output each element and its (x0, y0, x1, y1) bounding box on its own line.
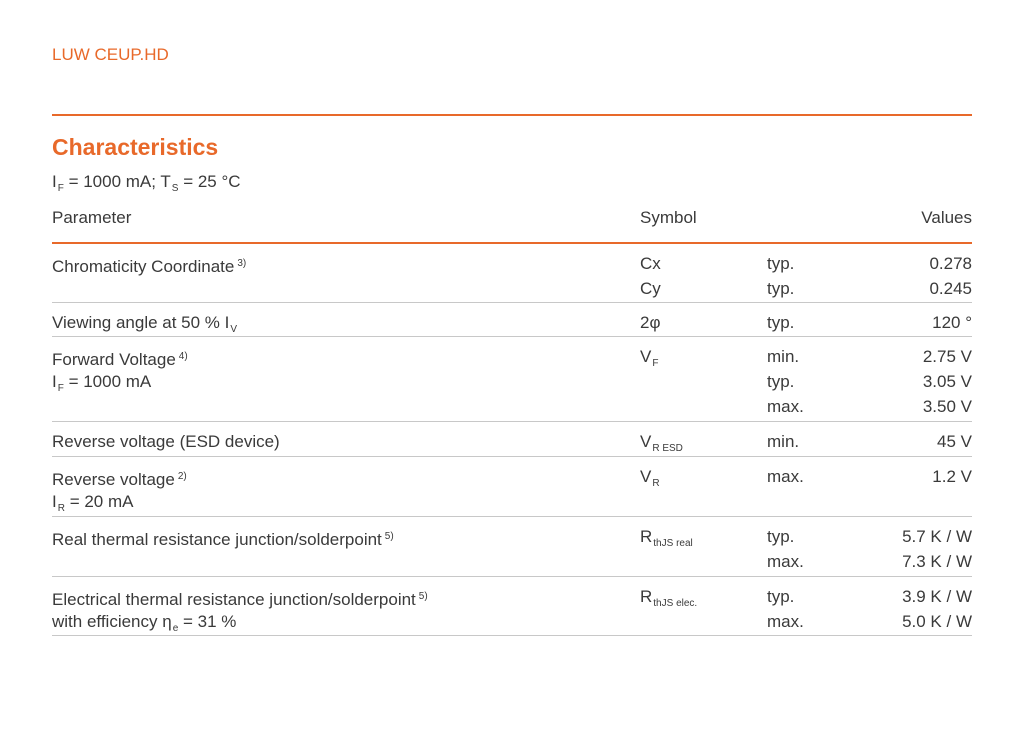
cond-i-value: = 1000 mA; T (63, 172, 171, 191)
symbol-text: R (640, 587, 653, 606)
row-values (929, 251, 972, 301)
kind-text: typ. (767, 372, 795, 391)
symbol-text: Cy (640, 279, 661, 298)
row-symbol (640, 524, 693, 549)
kind-text: typ. (767, 587, 795, 606)
row-kind (767, 584, 804, 634)
footnote-ref: 5) (418, 591, 428, 602)
row-symbol (640, 251, 661, 301)
value-text: 7.3 K / W (902, 552, 972, 571)
value-text: 3.50 V (922, 397, 972, 416)
row-values (932, 310, 972, 335)
param-text: Reverse voltage (ESD device) (52, 432, 280, 451)
table-row (52, 337, 972, 422)
cond-i: I (52, 172, 57, 191)
param-sub: F (57, 383, 64, 394)
row-parameter (52, 251, 246, 276)
table-header (52, 206, 972, 244)
row-symbol (640, 429, 683, 454)
header-divider (52, 114, 972, 116)
param-sub: R (57, 503, 65, 514)
row-parameter (52, 524, 394, 549)
value-text: 0.245 (929, 279, 972, 298)
param-text: = 20 mA (64, 492, 134, 511)
footnote-ref: 5) (384, 531, 394, 542)
param-text: Real thermal resistance junction/solderpoint (52, 530, 382, 549)
test-conditions (52, 172, 241, 194)
row-values (937, 429, 972, 454)
section-title: Characteristics (52, 134, 219, 160)
symbol-sub: thJS elec. (653, 598, 698, 609)
table-row (52, 244, 972, 303)
table-row (52, 422, 972, 457)
value-text: 2.75 V (922, 347, 972, 366)
product-name: LUW CEUP.HD (52, 45, 169, 64)
kind-text: typ. (767, 279, 795, 298)
row-symbol (640, 464, 660, 489)
symbol-text: V (640, 347, 652, 366)
symbol-sub: R (652, 478, 660, 489)
footnote-ref: 4) (178, 351, 188, 362)
param-sub: V (230, 324, 238, 335)
value-text: 3.05 V (922, 372, 972, 391)
symbol-text: Cx (640, 254, 661, 273)
row-kind (767, 251, 794, 301)
row-kind (767, 464, 804, 489)
table-row (52, 577, 972, 636)
value-text: 5.7 K / W (902, 527, 972, 546)
value-text: 3.9 K / W (902, 587, 972, 606)
param-text: Viewing angle at 50 % I (52, 313, 230, 332)
cond-t-sub: S (171, 183, 179, 194)
row-kind (767, 524, 804, 574)
value-text: 0.278 (929, 254, 972, 273)
symbol-sub: F (652, 358, 659, 369)
kind-text: typ. (767, 527, 795, 546)
kind-text: min. (767, 432, 800, 451)
row-parameter (52, 464, 187, 514)
footnote-ref: 3) (237, 258, 247, 269)
row-kind (767, 344, 804, 419)
characteristics-table (52, 244, 972, 636)
row-kind (767, 310, 794, 335)
param-text: Chromaticity Coordinate (52, 257, 235, 276)
row-values (932, 464, 972, 489)
row-symbol (640, 310, 660, 335)
row-values (902, 524, 972, 574)
cond-i-sub: F (57, 183, 64, 194)
cond-t-value: = 25 °C (178, 172, 241, 191)
footnote-ref: 2) (177, 471, 187, 482)
kind-text: typ. (767, 313, 795, 332)
kind-text: max. (767, 612, 804, 631)
kind-text: max. (767, 397, 804, 416)
row-parameter (52, 584, 428, 634)
kind-text: min. (767, 347, 800, 366)
table-row (52, 517, 972, 577)
param-sub: e (172, 623, 179, 634)
param-text: Electrical thermal resistance junction/solderpoint (52, 590, 416, 609)
value-text: 45 V (937, 432, 972, 451)
param-text: Forward Voltage (52, 350, 176, 369)
kind-text: max. (767, 552, 804, 571)
table-row (52, 303, 972, 337)
symbol-text: 2φ (640, 313, 661, 332)
table-row (52, 457, 972, 517)
param-text: I (52, 492, 57, 511)
param-text: = 31 % (178, 612, 237, 631)
row-parameter (52, 344, 188, 394)
header-symbol: Symbol (640, 208, 697, 227)
row-values (902, 584, 972, 634)
kind-text: typ. (767, 254, 795, 273)
row-values (923, 344, 972, 419)
symbol-sub: thJS real (653, 538, 693, 549)
symbol-text: V (640, 432, 652, 451)
param-text: Reverse voltage (52, 470, 175, 489)
symbol-sub: R ESD (652, 443, 683, 454)
row-kind (767, 429, 799, 454)
header-values: Values (921, 208, 972, 227)
value-text: 1.2 V (932, 467, 972, 486)
kind-text: max. (767, 467, 804, 486)
value-text: 120 ° (932, 313, 972, 332)
param-text: I (52, 372, 57, 391)
param-text: with efficiency η (52, 612, 172, 631)
param-text: = 1000 mA (63, 372, 152, 391)
row-parameter (52, 429, 280, 454)
row-symbol (640, 584, 697, 609)
row-symbol (640, 344, 658, 369)
header-parameter: Parameter (52, 208, 132, 227)
symbol-text: R (640, 527, 653, 546)
value-text: 5.0 K / W (902, 612, 972, 631)
row-parameter (52, 310, 237, 335)
symbol-text: V (640, 467, 652, 486)
